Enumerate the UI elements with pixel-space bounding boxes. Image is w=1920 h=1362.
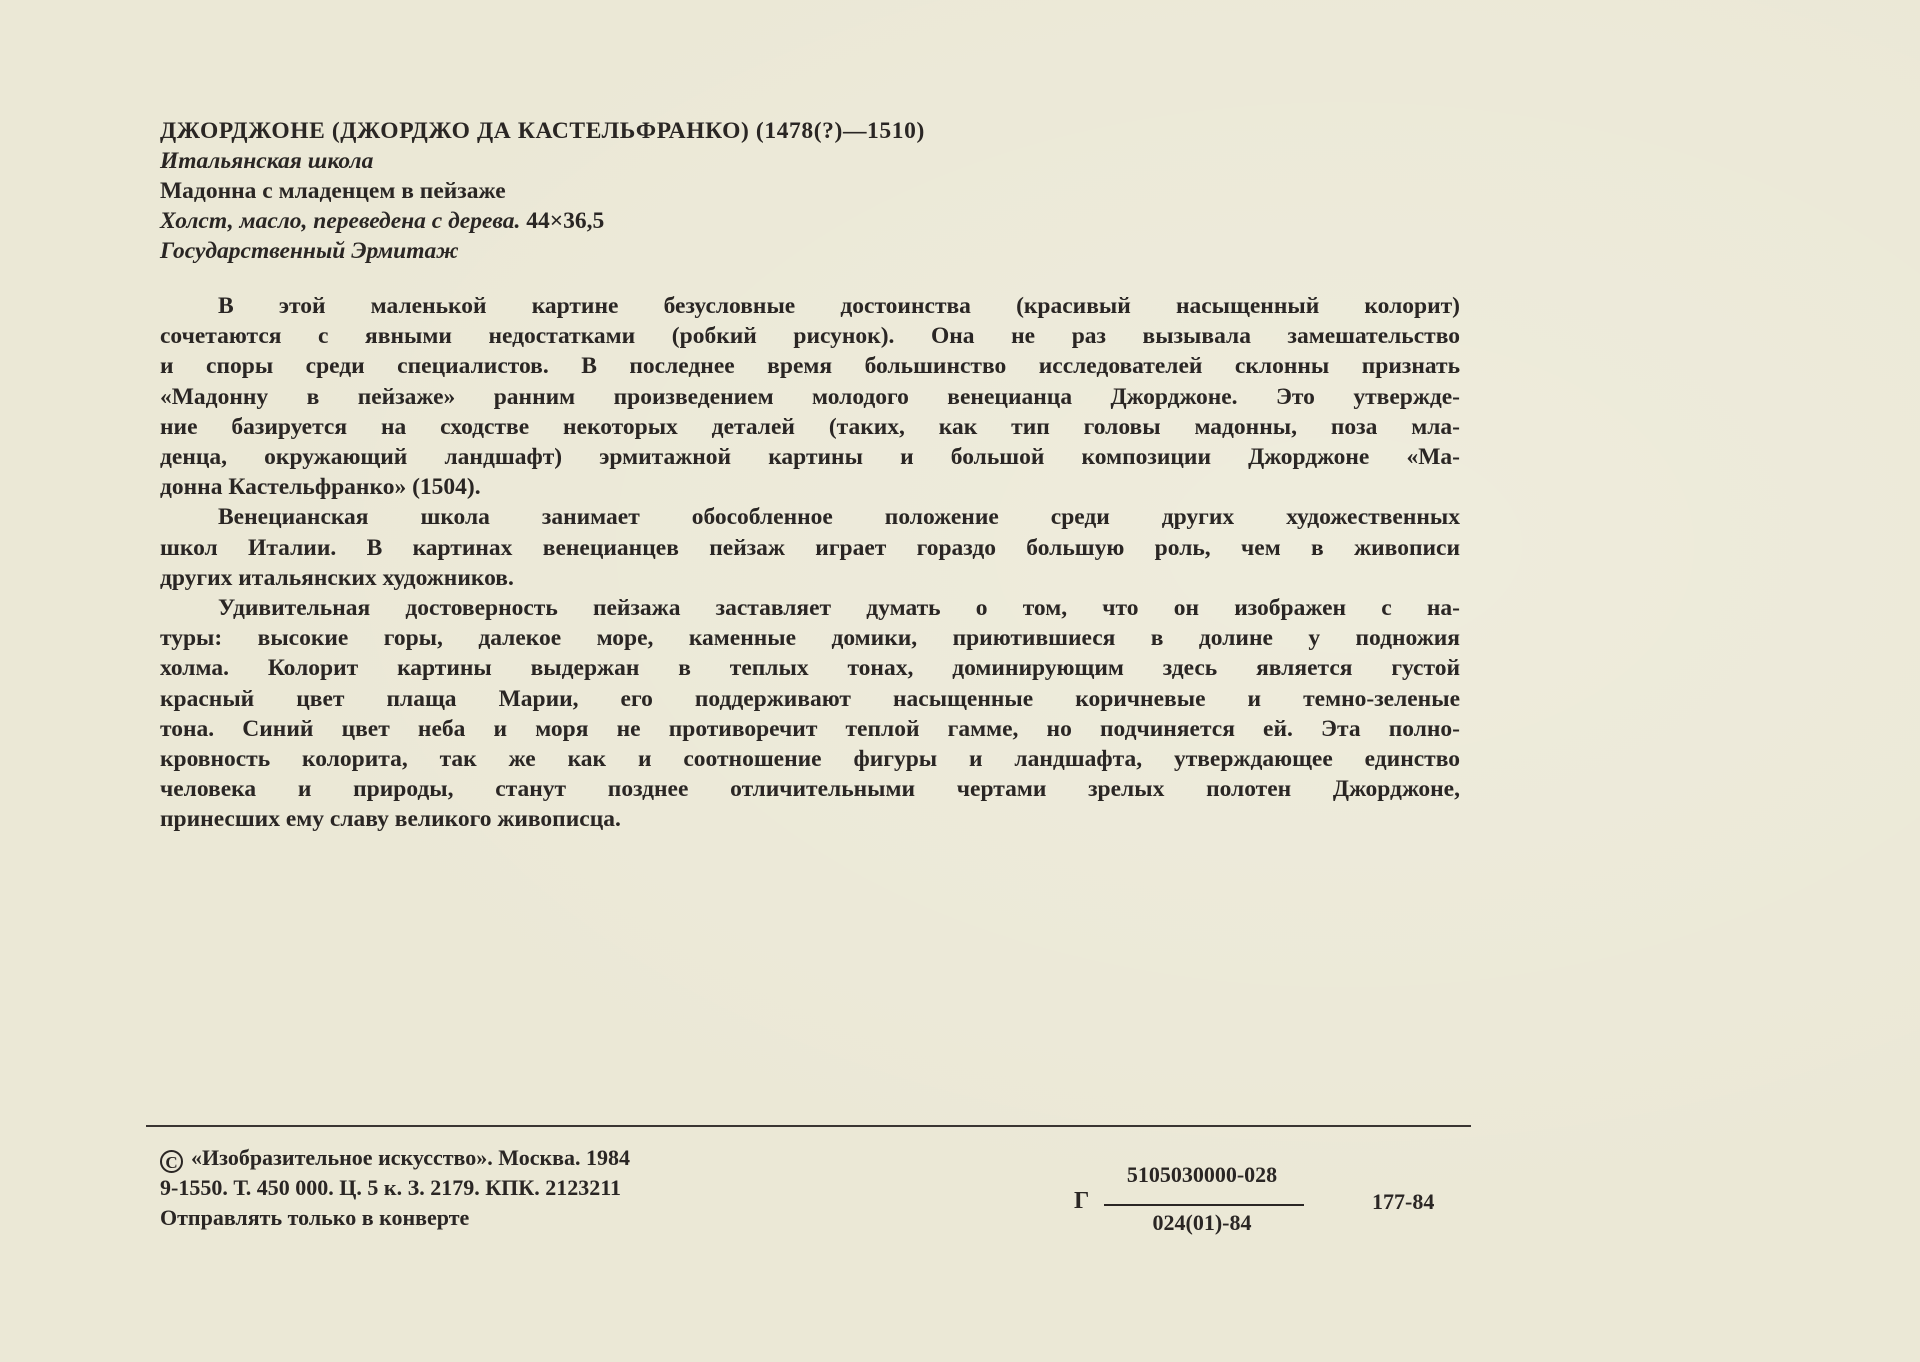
- school-label: Итальянская школа: [160, 148, 374, 174]
- text-line: донна Кастельфранко» (1504).: [160, 474, 481, 501]
- text-line: В этой маленькой картине безусловные достоинства (красивый насыщенный колорит): [218, 293, 1460, 319]
- paragraph-3: [160, 593, 1460, 835]
- index-numerator: 5105030000-028: [1126, 1162, 1278, 1187]
- publisher-text: «Изобразительное искусство». Москва. 1984: [191, 1145, 631, 1170]
- text-line: «Мадонну в пейзаже» ранним произведением молодого венецианца Джорджоне. Это утвержде-: [160, 383, 1460, 410]
- paragraph-1: [160, 291, 1460, 502]
- print-data: 9-1550. Т. 450 000. Ц. 5 к. З. 2179. КПК. 2123211: [160, 1175, 622, 1200]
- publisher-imprint: [160, 1143, 630, 1233]
- divider-line: [146, 1125, 1471, 1127]
- text-line: школ Италии. В картинах венецианцев пейзаж играет гораздо большую роль, чем в живописи: [160, 534, 1460, 561]
- text-line: принесших ему славу великого живописца.: [160, 806, 621, 833]
- publisher-line: [160, 1143, 630, 1173]
- text-line: других итальянских художников.: [160, 564, 514, 591]
- mailing-note: Отправлять только в конверте: [160, 1205, 470, 1230]
- index-suffix: 177-84: [1372, 1189, 1435, 1214]
- copyright-icon: C: [160, 1150, 183, 1173]
- medium-line: [160, 206, 1480, 236]
- index-denominator: 024(01)-84: [1152, 1210, 1252, 1235]
- catalog-index: [1070, 1162, 1470, 1242]
- text-line: сочетаются с явными недостатками (робкий рисунок). Она не раз вызывала замешательство: [160, 323, 1460, 350]
- text-line: тона. Синий цвет неба и моря не противоречит теплой гамме, но подчиняется ей. Эта полно-: [160, 715, 1460, 742]
- index-letter: Г: [1074, 1188, 1090, 1214]
- fraction-bar: [1104, 1204, 1304, 1206]
- medium-text: Холст, масло, переведена с дерева.: [160, 208, 521, 234]
- artwork-caption: [160, 116, 1480, 266]
- description-text: [160, 291, 1460, 835]
- collection-label: Государственный Эрмитаж: [160, 238, 459, 264]
- text-line: денца, окружающий ландшафт) эрмитажной картины и большой композиции Джорджоне «Ма-: [160, 444, 1460, 471]
- dimensions-text: 44×36,5: [526, 208, 605, 234]
- paragraph-2: [160, 502, 1460, 593]
- text-line: Венецианская школа занимает обособленное положение среди других художественных: [218, 504, 1460, 531]
- text-line: человека и природы, станут позднее отличительными чертами зрелых полотен Джорджоне,: [160, 776, 1460, 803]
- text-line: и споры среди специалистов. В последнее время большинство исследователей склонны признать: [160, 353, 1460, 380]
- artist-title: ДЖОРДЖОНЕ (ДЖОРДЖО ДА КАСТЕЛЬФРАНКО) (1478(?)—1510): [160, 118, 925, 144]
- text-line: туры: высокие горы, далекое море, каменные домики, приютившиеся в долине у подножия: [160, 625, 1460, 652]
- text-line: кровность колорита, так же как и соотношение фигуры и ландшафта, утверждающее единство: [160, 746, 1460, 773]
- text-line: Удивительная достоверность пейзажа заставляет думать о том, что он изображен с на-: [218, 595, 1460, 622]
- text-line: холма. Колорит картины выдержан в теплых тонах, доминирующим здесь является густой: [160, 655, 1460, 682]
- work-title: Мадонна с младенцем в пейзаже: [160, 178, 506, 204]
- text-line: красный цвет плаща Марии, его поддерживают насыщенные коричневые и темно-зеленые: [160, 685, 1460, 712]
- text-line: ние базируется на сходстве некоторых деталей (таких, как тип головы мадонны, поза мла-: [160, 413, 1460, 440]
